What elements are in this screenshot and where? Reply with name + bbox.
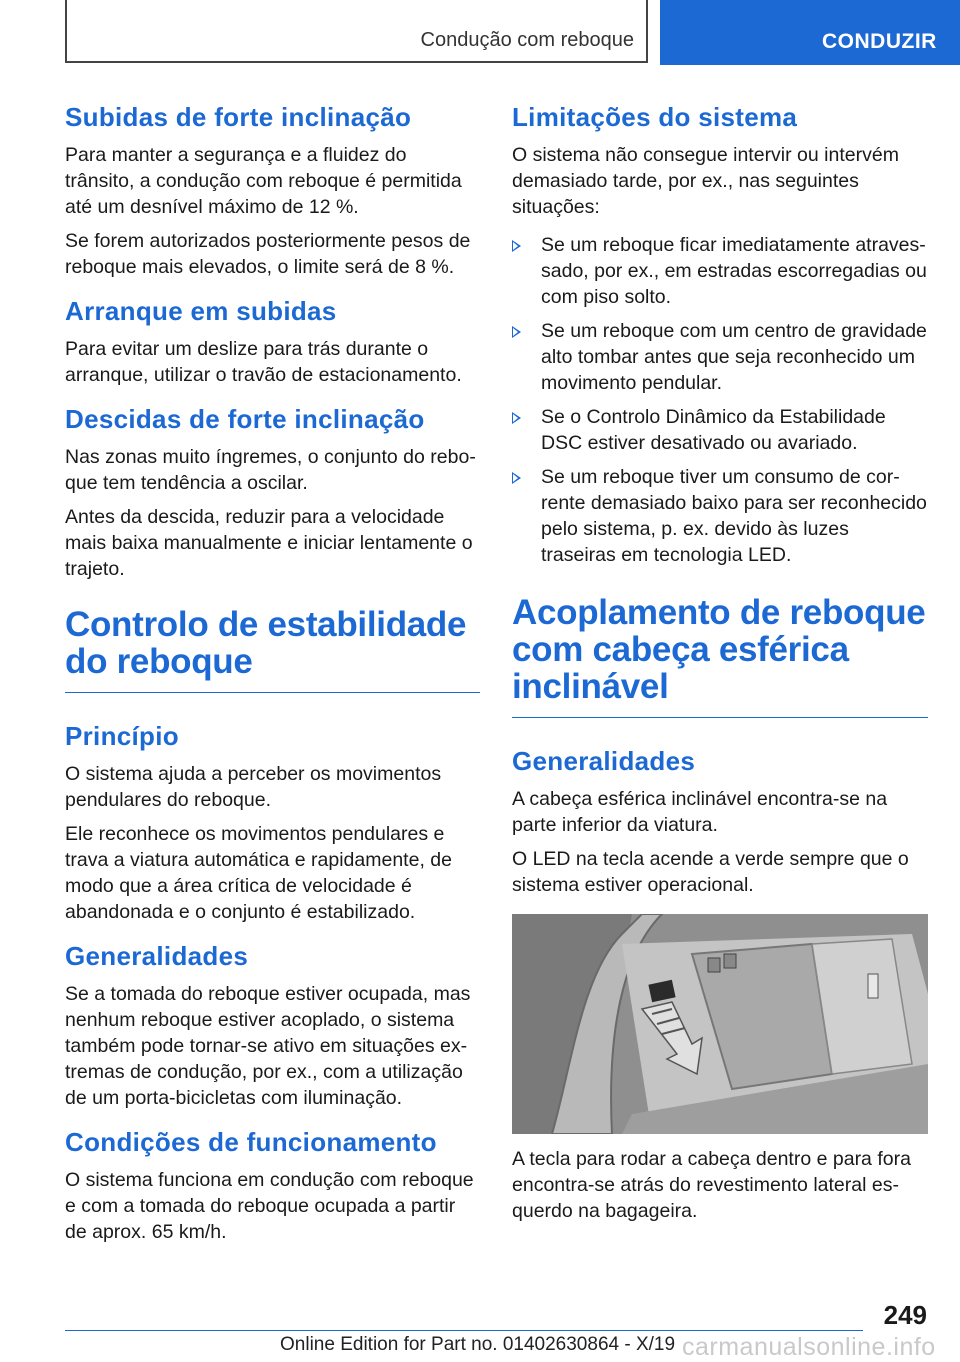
list-item-text: Se o Controlo Dinâmico da Estabilidade DSC estiver desativado ou avariado. [541,406,886,454]
list-item [512,464,928,568]
list-item [512,232,928,310]
list-item [512,318,928,396]
triangle-bullet-icon [512,326,521,338]
section-title: Descidas de forte inclinação [65,404,425,434]
chapter-title: Controlo de estabilidade do reboque [65,605,467,681]
page-number: 249 [883,1300,927,1330]
paragraph: Se a tomada do reboque estiver ocupada, mas nenhum reboque estiver acoplado, o sistema também pode tornar-se ativo em situações extremas de condução, por ex., com a utilização de um porta-bicicletas com iluminação. [65,983,471,1109]
left-column [65,100,480,1259]
footer-divider [65,1330,863,1331]
paragraph: Ele reconhece os movimentos pendulares e trava a viatura automática e rapidamente, de modo que a área crítica de velocidade é abandonada e o conjunto é estabilizado. [65,823,452,923]
paragraph: O sistema não consegue intervir ou intervém demasiado tarde, por ex., nas seguintes situações: [512,144,899,218]
list-item-text: Se um reboque ficar imediatamente atravessado, por ex., em estradas escorregadias ou com piso solto. [541,234,927,308]
triangle-bullet-icon [512,240,521,252]
paragraph: A tecla para rodar a cabeça dentro e para fora encontra-se atrás do revestimento lateral esquerdo na bagageira. [512,1148,911,1222]
section-title: Generalidades [512,746,696,776]
section-general [65,939,480,1111]
limitations-list [512,232,928,568]
section-hill-start [65,294,480,388]
chapter-heading-tow-hitch [512,594,928,718]
header-subsection-title: Condução com reboque [420,29,634,51]
section-operating-conditions [65,1125,480,1245]
paragraph: Antes da descida, reduzir para a velocidade mais baixa manualmente e iniciar lentamente o trajeto. [65,506,473,580]
section-title: Arranque em subidas [65,296,337,326]
list-item-text: Se um reboque com um centro de gravidade alto tombar antes que seja reconhecido um movimento pendular. [541,320,927,394]
chapter-divider [512,717,928,718]
section-title: Condições de funcionamento [65,1127,437,1157]
header-section-box [65,0,648,63]
right-column [512,100,928,1232]
triangle-bullet-icon [512,472,521,484]
footer-edition: Online Edition for Part no. 01402630864 - X/19 [280,1334,676,1355]
chapter-title: Acoplamento de reboque com cabeça esférica inclinável [512,593,926,706]
section-title: Subidas de forte inclinação [65,102,412,132]
header-chapter-label: CONDUZIR [822,30,937,53]
section-general-hitch [512,744,928,1224]
section-steep-downhill [65,402,480,582]
paragraph: O sistema ajuda a perceber os movimentos pendulares do reboque. [65,763,442,811]
section-principle [65,719,480,925]
chapter-divider [65,692,480,693]
paragraph: O sistema funciona em condução com reboque e com a tomada do reboque ocupada a partir de aprox. 65 km/h. [65,1169,474,1243]
footer-watermark: carmanualsonline.info [682,1333,936,1361]
list-item-text: Se um reboque tiver um consumo de corrente demasiado baixo para ser reconhecido pelo sistema, p. ex. devido às luzes traseiras em tecnologia LED. [541,466,927,566]
section-title: Princípio [65,721,179,751]
section-title: Limitações do sistema [512,102,798,132]
section-steep-uphill [65,100,480,280]
chapter-heading-trailer-stability [65,606,480,693]
luggage-compartment-illustration [512,914,928,1134]
section-system-limits [512,100,928,568]
list-item [512,404,928,456]
section-title: Generalidades [65,941,249,971]
paragraph: Para evitar um deslize para trás durante o arranque, utilizar o travão de estacionamento. [65,338,462,386]
paragraph: Se forem autorizados posteriormente pesos de reboque mais elevados, o limite será de 8 %. [65,230,471,278]
header-chapter-tab [660,0,960,65]
triangle-bullet-icon [512,412,521,424]
paragraph: O LED na tecla acende a verde sempre que o sistema estiver operacional. [512,848,909,896]
paragraph: A cabeça esférica inclinável encontra-se na parte inferior da viatura. [512,788,888,836]
paragraph: Nas zonas muito íngremes, o conjunto do reboque tem tendência a oscilar. [65,446,476,494]
paragraph: Para manter a segurança e a fluidez do trânsito, a condução com reboque é permitida até um desnível máximo de 12 %. [65,144,462,218]
